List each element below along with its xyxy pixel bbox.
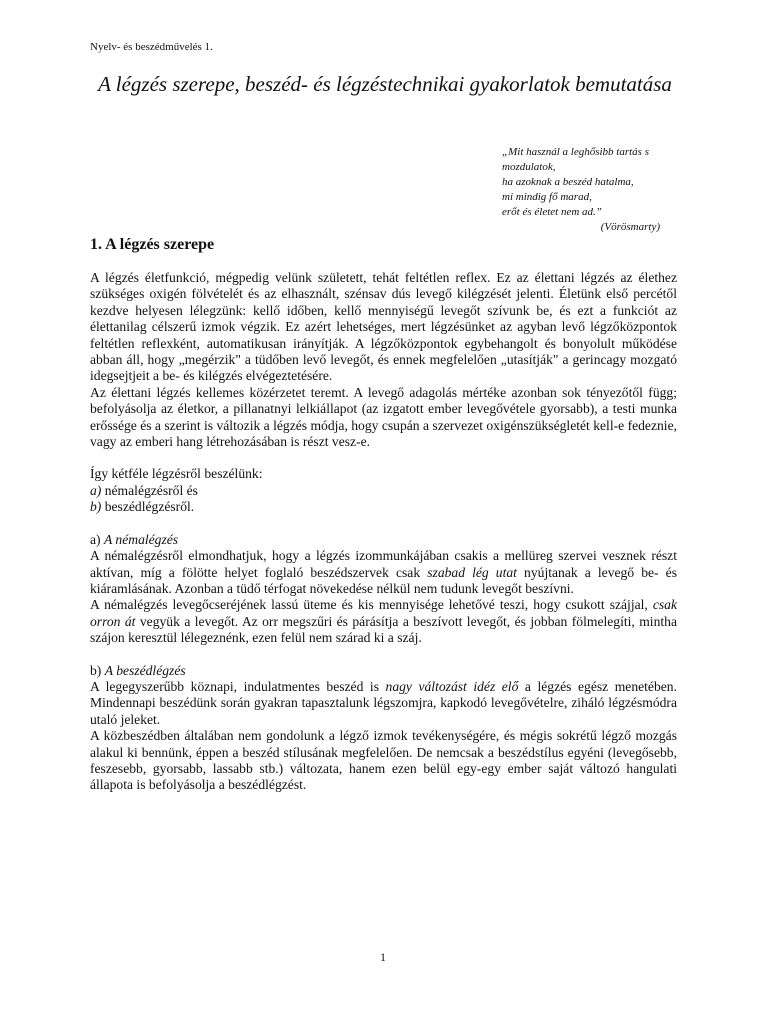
motto-line: „Mit használ a leghősibb tartás s [502,146,649,158]
subsection-title: A némalégzés [103,531,179,547]
motto-line: erőt és életet nem ad.” [502,206,602,218]
text-run: nyújtanak a levegő be- és kiáramlásának. Azonban a tüdő térfogat növekedése nélkül nem tudunk levegőt beszívni. [90,564,677,596]
text-run: vegyük a levegőt. Az orr megszűri és párásítja a beszívott levegőt, és jobban fölmelegíti, mintha szájon keresztül lélegeznénk, ezen felül nem szárad ki a száj. [90,613,677,646]
list-item-text: beszédlégzésről. [101,499,195,515]
text-run: A némalégzésről elmondhatjuk, hogy a légzés izommunkájában csakis a mellüreg szervei vesznek részt aktívan, míg a fölötte helyet foglaló beszédszervek csak [90,548,677,580]
paragraph [90,597,677,646]
text-run: A legegyszerűbb köznapi, indulatmentes beszéd is [90,678,386,694]
paragraph: A közbeszédben általában nem gondolunk a légző izmok tevékenységére, és mégis sokrétű légző mozgás alakul ki bennünk, éppen a beszéd stílusának megfelelően. De nemcsak a beszédstílus egyéni (levegősebb, feszesebb, gyorsabb, lassabb stb.) változata, hanem ezen belül egy-egy ember saját változó hangulati állapota is befolyásolja a beszédlégzést. [90,728,677,793]
motto-quote [502,145,682,235]
emphasis: szabad lég utat [427,564,517,580]
subsection-heading [90,663,677,679]
text-run: A némalégzés levegőcseréjének lassú üteme és kis mennyisége lehetővé teszi, hogy csukott szájjal, [90,597,653,613]
paragraph: Az élettani légzés kellemes közérzetet teremt. A levegő adagolás mértéke azonban sok tényezőtől függ; befolyásolja az életkor, a pillanatnyi lelkiállapot (az izgatott ember levegővétele gyorsabb), a testi munka erőssége és a szerint is változik a légzés módja, hogy csupán a szervezet oxigénszükségletét kell-e fedeznie, vagy az emberi hang létrehozásában is részt vesz-e. [90,384,677,450]
page-number: 1 [380,950,386,964]
section-heading: 1. A légzés szerepe [90,236,215,253]
paragraph [90,548,677,597]
paragraph: A légzés életfunkció, mégpedig velünk született, tehát feltétlen reflex. Ez az élettani légzés az élethez szükséges oxigén fölvételét és az elhasznált, szénsav dús levegő kilégzését jelenti. Életünk első percétől kezdve helyesen lélegzünk: kellő időben, kellő mennyiségű levegőt szívunk be, és ezt a funkciót az élettanilag célszerű izmok végzik. Ez azért lehetséges, mert légzésünket az agyban levő légzőközpontok feltétlen reflexként, automatikusan irányítják. A légzőközpontok egybehangolt és bonyolult működése abban áll, hogy „megérzik" a tüdőben levő levegőt, és ennek megfelelően „utasítják" a gerincagy mozgató idegsejtjeit a be- és kilégzés elvégeztetésére. [90,270,677,384]
list-marker: b) [90,499,102,515]
running-header: Nyelv- és beszédművelés 1. [90,41,213,53]
emphasis: nagy változást idéz elő [385,678,519,694]
motto-line: mi mindig fő marad, [502,191,592,203]
text-run: a légzés egész menetében. Mindennapi beszédünk során gyakran tapasztalunk légszomjra, kapkodó levegővételre, ziháló légzésmódra utaló jeleket. [90,678,677,727]
list-item-text: némalégzésről és [101,482,198,498]
subsection-heading [90,532,677,548]
subsection-marker: a) [90,531,104,547]
list-marker: a) [90,482,102,498]
subsection-marker: b) [90,662,105,678]
emphasis: csak orron át [90,597,677,629]
paragraph [90,679,677,728]
paragraph: Így kétféle légzésről beszélünk: [90,466,263,482]
list-item [90,483,677,499]
body-text [90,270,677,794]
subsection-title: A beszédlégzés [104,662,186,678]
motto-line: mozdulatok, [502,161,556,173]
motto-author: (Vörösmarty) [600,221,660,233]
motto-line: ha azoknak a beszéd hatalma, [502,176,634,188]
document-title: A légzés szerepe, beszéd- és légzéstechnikai gyakorlatok bemutatása [98,72,672,96]
list-item [90,499,677,515]
